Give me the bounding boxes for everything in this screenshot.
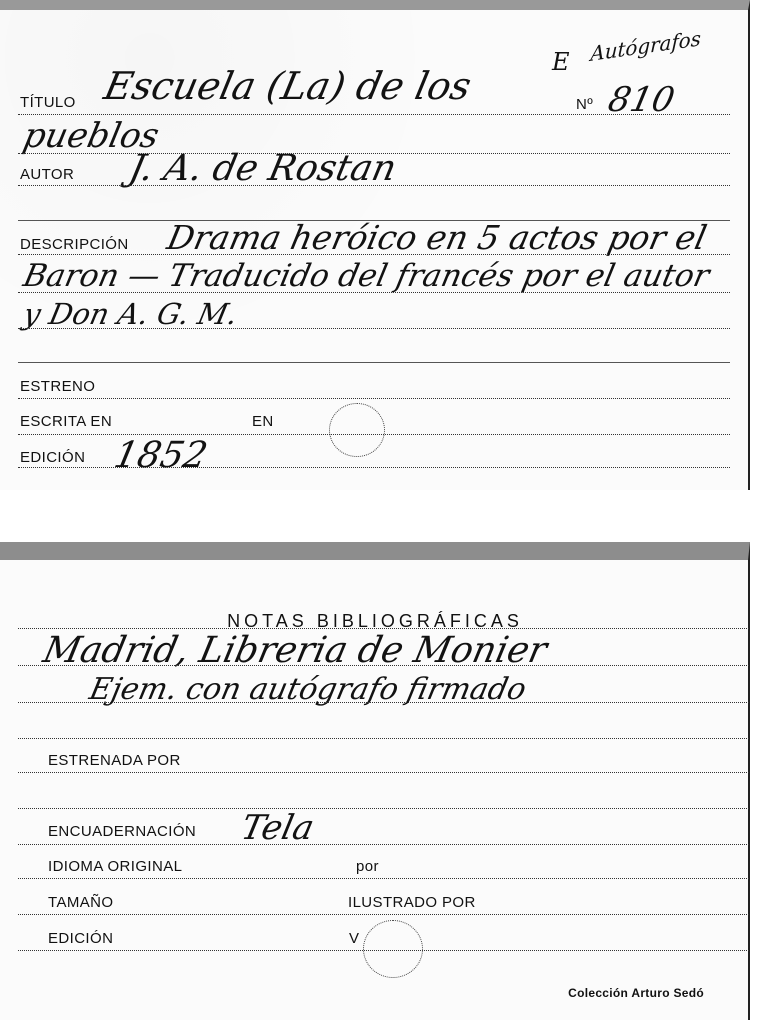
v-label: V (349, 930, 360, 947)
premiered-by-label: ESTRENADA POR (48, 752, 181, 769)
ink-stamp-bottom (363, 920, 423, 978)
premiere-label: ESTRENO (20, 378, 96, 395)
description-rule-2 (18, 292, 730, 293)
description-rule-1 (18, 254, 730, 255)
author-label: AUTOR (20, 166, 75, 183)
collection-footer: Colección Arturo Sedó (568, 986, 704, 1000)
description-line-3: y Don A. G. M. (20, 297, 241, 331)
edition-value-top: 1852 (110, 435, 211, 476)
description-line-1: Drama heróico en 5 actos por el (163, 218, 711, 257)
title-value-line-1: Escuela (La) de los (100, 64, 476, 108)
premiered-rule-2 (18, 808, 749, 809)
written-in-label: ESCRITA EN (20, 413, 113, 430)
premiere-rule (18, 398, 730, 399)
language-rule (18, 878, 749, 879)
notes-rule-2 (18, 702, 749, 703)
catalog-card-top (0, 0, 750, 490)
in-label: EN (252, 413, 274, 430)
author-rule (18, 185, 730, 186)
notes-line-1: Madrid, Libreria de Monier (39, 630, 551, 671)
title-marker-subtitle: Autógrafos (590, 26, 702, 66)
edition-rule-top (18, 467, 730, 468)
binding-label: ENCUADERNACIÓN (48, 823, 197, 840)
title-value-line-2: pueblos (19, 116, 163, 156)
illustrated-by-label: ILUSTRADO POR (348, 894, 476, 911)
title-marker: E (552, 48, 570, 76)
binding-value: Tela (237, 808, 318, 848)
description-label: DESCRIPCIÓN (20, 236, 129, 253)
edition-label-bottom: EDICIÓN (48, 930, 114, 947)
notes-line-2: Ejem. con autógrafo firmado (86, 672, 530, 707)
size-rule (18, 914, 749, 915)
notes-rule-1 (18, 665, 749, 666)
description-line-2: Baron — Traducido del francés por el autor (20, 258, 713, 294)
size-label: TAMAÑO (48, 894, 114, 911)
bibliographic-notes-heading: NOTAS BIBLIOGRÁFICAS (227, 611, 523, 631)
section-rule-2 (18, 362, 730, 363)
number-label: Nº (576, 96, 594, 113)
number-value: 810 (604, 80, 679, 120)
by-label: por (356, 858, 379, 875)
edition-label-top: EDICIÓN (20, 449, 86, 466)
binding-rule (18, 844, 749, 845)
original-language-label: IDIOMA ORIGINAL (48, 858, 183, 875)
description-rule-3 (18, 328, 730, 329)
notes-rule-3 (18, 738, 749, 739)
premiered-rule-1 (18, 772, 749, 773)
author-value: J. A. de Rostan (125, 148, 400, 189)
title-label: TÍTULO (20, 94, 76, 111)
ink-stamp-top (329, 403, 385, 457)
edition-rule-bottom (18, 950, 749, 951)
notes-rule-0 (18, 628, 749, 629)
title-rule-1 (18, 114, 730, 115)
